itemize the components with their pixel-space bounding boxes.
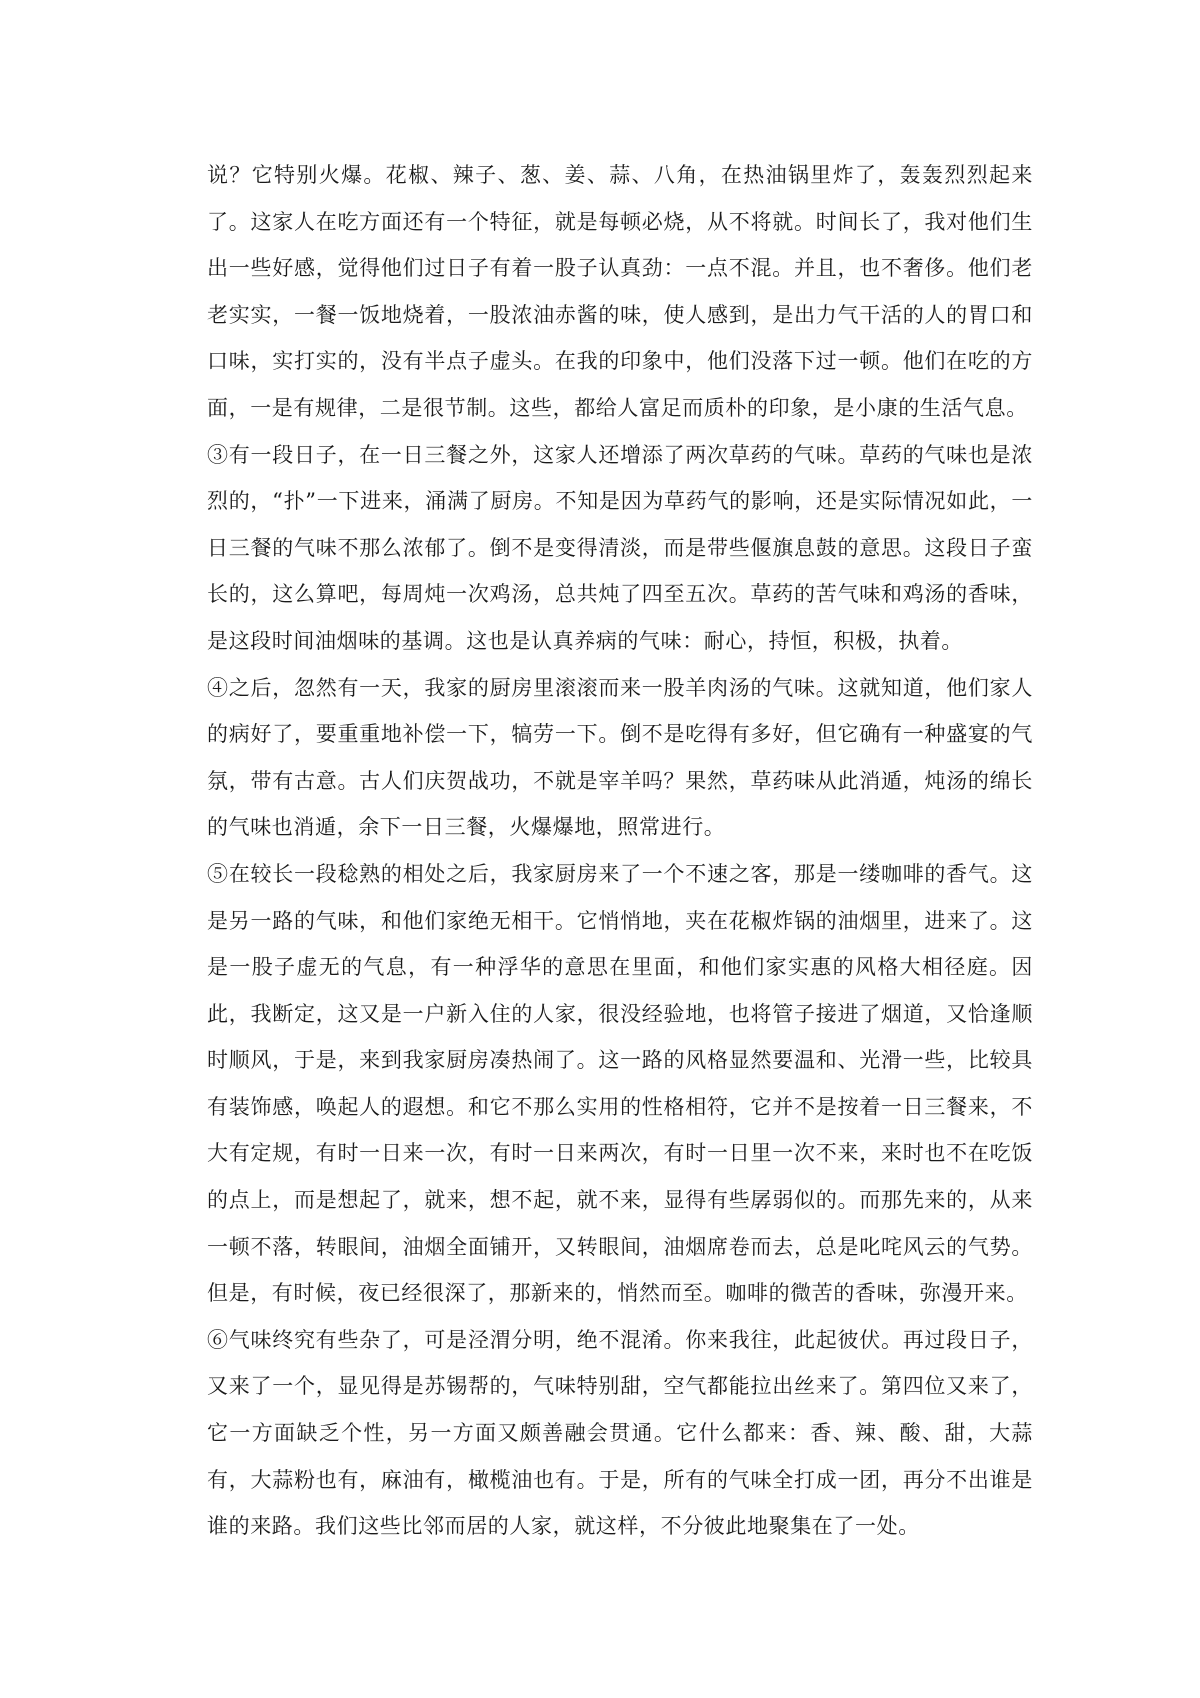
paragraph-6: ⑥气味终究有些杂了，可是泾渭分明，绝不混淆。你来我往，此起彼伏。再过段日子，又来了一个，显见得是苏锡帮的，气味特别甜，空气都能拉出丝来了。第四位又来了，它一方面缺乏个性，另一方面又颇善融会贯通。它什么都来：香、辣、酸、甜，大蒜有，大蒜粉也有，麻油有，橄榄油也有。于是，所有的气味全打成一团，再分不出谁是谁的来路。我们这些比邻而居的人家，就这样，不分彼此地聚集在了一处。 bbox=[207, 1327, 1033, 1539]
paragraph-4: ④之后，忽然有一天，我家的厨房里滚滚而来一股羊肉汤的气味。这就知道，他们家人的病好了，要重重地补偿一下，犒劳一下。倒不是吃得有多好，但它确有一种盛宴的气氛，带有古意。古人们庆贺战功，不就是宰羊吗？果然，草药味从此消遁，炖汤的绵长的气味也消遁，余下一日三餐，火爆爆地，照常进行。 bbox=[207, 675, 1033, 840]
paragraph-2-continued: 说？它特别火爆。花椒、辣子、葱、姜、蒜、八角，在热油锅里炸了，轰轰烈烈起来了。这家人在吃方面还有一个特征，就是每顿必烧，从不将就。时间长了，我对他们生出一些好感，觉得他们过日子有着一股子认真劲：一点不混。并且，也不奢侈。他们老老实实，一餐一饭地烧着，一股浓油赤酱的味，使人感到，是出力气干活的人的胃口和口味，实打实的，没有半点子虚头。在我的印象中，他们没落下过一顿。他们在吃的方面，一是有规律，二是很节制。这些，都给人富足而质朴的印象，是小康的生活气息。 bbox=[207, 163, 1033, 420]
paragraph-5: ⑤在较长一段稔熟的相处之后，我家厨房来了一个不速之客，那是一缕咖啡的香气。这是另一路的气味，和他们家绝无相干。它悄悄地，夹在花椒炸锅的油烟里，进来了。这是一股子虚无的气息，有一种浮华的意思在里面，和他们家实惠的风格大相径庭。因此，我断定，这又是一户新入住的人家，很没经验地，也将管子接进了烟道，又恰逢顺时顺风，于是，来到我家厨房凑热闹了。这一路的风格显然要温和、光滑一些，比较具有装饰感，唤起人的遐想。和它不那么实用的性格相符，它并不是按着一日三餐来，不大有定规，有时一日来一次，有时一日来两次，有时一日里一次不来，来时也不在吃饭的点上，而是想起了，就来，想不起，就不来，显得有些孱弱似的。而那先来的，从来一顿不落，转眼间，油烟全面铺开，又转眼间，油烟席卷而去，总是叱咤风云的气势。但是，有时候，夜已经很深了，那新来的，悄然而至。咖啡的微苦的香味，弥漫开来。 bbox=[207, 861, 1033, 1306]
paragraph-3: ③有一段日子，在一日三餐之外，这家人还增添了两次草药的气味。草药的气味也是浓烈的，“扑”一下进来，涌满了厨房。不知是因为草药气的影响，还是实际情况如此，一日三餐的气味不那么浓郁了。倒不是变得清淡，而是带些偃旗息鼓的意思。这段日子蛮长的，这么算吧，每周炖一次鸡汤，总共炖了四至五次。草药的苦气味和鸡汤的香味，是这段时间油烟味的基调。这也是认真养病的气味：耐心，持恒，积极，执着。 bbox=[207, 442, 1033, 653]
article-body bbox=[207, 152, 1033, 1550]
